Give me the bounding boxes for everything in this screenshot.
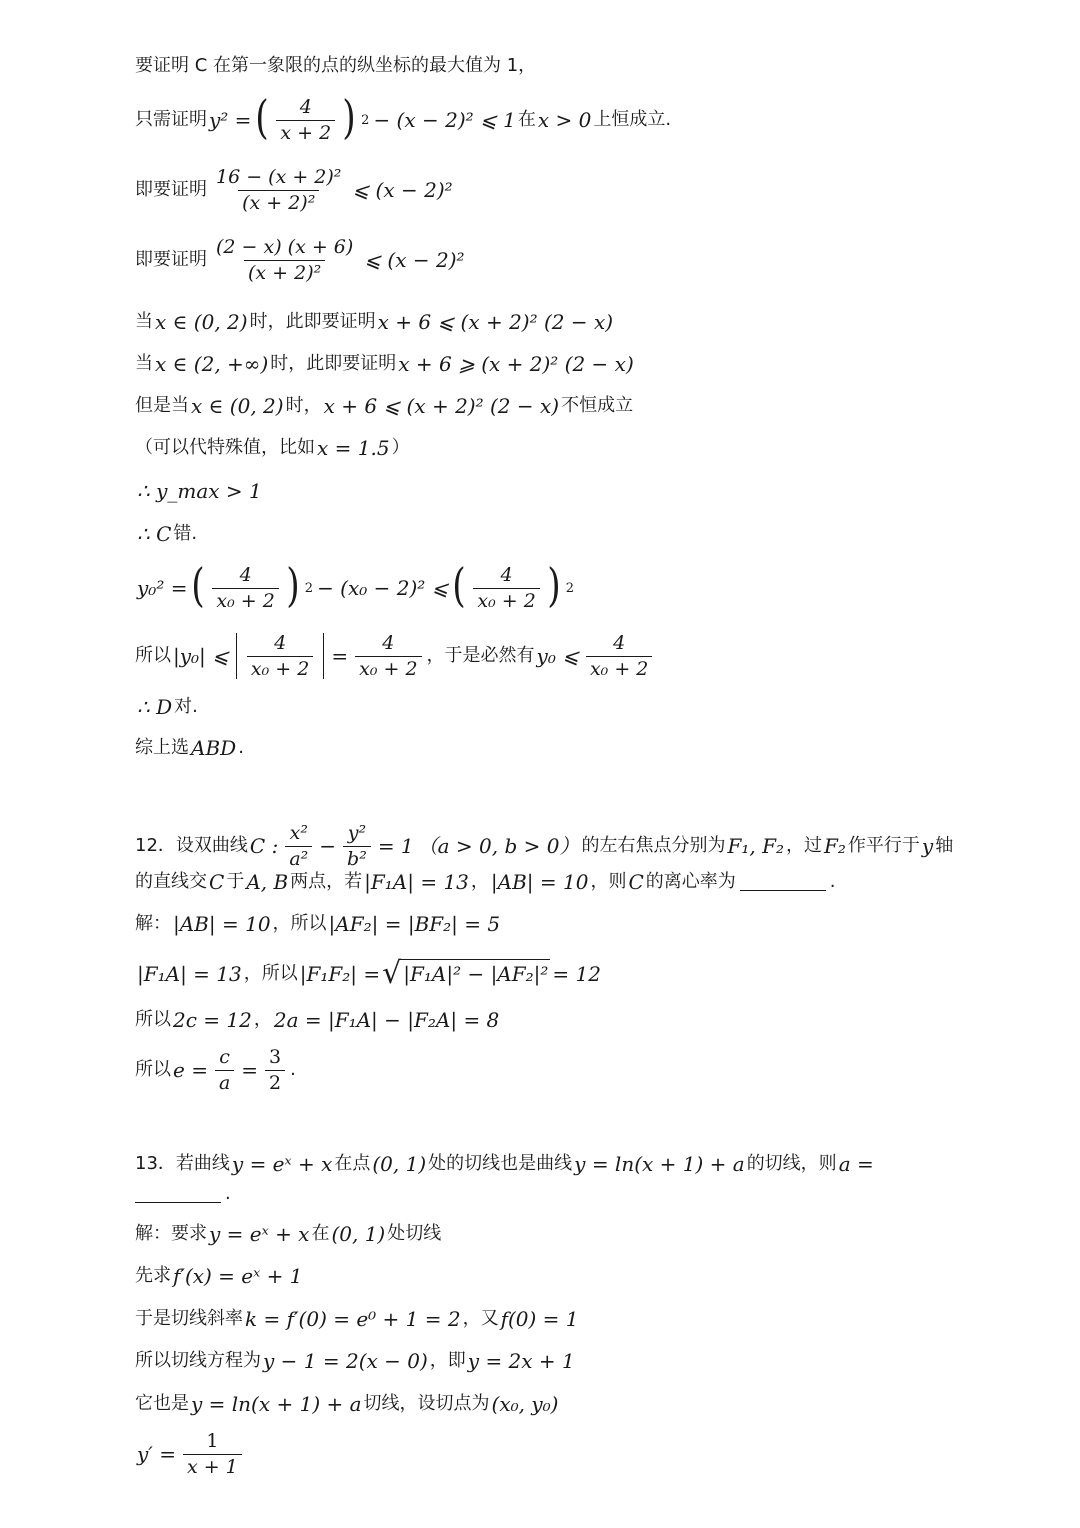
line-text: 在点 <box>334 1153 371 1174</box>
line-text: 所以 <box>135 1059 171 1080</box>
math-expr: C <box>628 870 644 894</box>
line-text: . <box>225 1183 231 1204</box>
line-text: 在 <box>517 109 536 130</box>
numerator: 16 − (x + 2)² <box>216 165 342 188</box>
numerator: 4 <box>613 631 626 654</box>
line-text: 的切线，则 <box>746 1153 837 1174</box>
math-expr: C <box>209 870 225 894</box>
line-text: 当 <box>135 311 153 332</box>
fraction <box>265 1045 285 1094</box>
line-3 <box>135 165 455 214</box>
math-expr: x ∈ (0, 2) <box>155 310 248 334</box>
line-text: ） <box>391 437 410 458</box>
fraction <box>586 631 652 680</box>
math-expr: ∴ C <box>137 522 172 546</box>
numerator: 1 <box>206 1429 219 1452</box>
numerator: y² <box>347 821 367 844</box>
exponent: 2 <box>565 580 575 596</box>
line-text: . <box>290 1059 296 1080</box>
numerator: 4 <box>299 95 312 118</box>
numerator: (2 − x) (x + 6) <box>216 235 354 258</box>
line-19 <box>135 998 501 1042</box>
math-expr: = <box>331 644 349 668</box>
math-expr: ⩽ (x − 2)² <box>352 178 453 202</box>
math-expr: y = 2x + 1 <box>467 1349 575 1373</box>
line-10 <box>135 512 197 556</box>
line-text: 于是切线斜率 <box>135 1308 243 1329</box>
line-22 <box>135 1172 231 1216</box>
math-expr: y = eˣ + x <box>231 1152 333 1176</box>
denominator: 2 <box>265 1070 285 1093</box>
line-text: 不恒成立 <box>561 395 634 416</box>
math-expr: (0, 1) <box>331 1222 386 1246</box>
line-text: 解： <box>135 913 171 934</box>
line-text: 先求 <box>135 1265 171 1286</box>
minus-sign: − <box>319 834 337 858</box>
denominator: a² <box>285 846 312 869</box>
exponent: 2 <box>304 580 314 596</box>
fraction <box>276 95 335 144</box>
line-8 <box>135 426 410 470</box>
line-text: 只需证明 <box>135 109 207 130</box>
math-expr: |AF₂| = |BF₂| = 5 <box>328 912 501 936</box>
right-paren: ) <box>342 90 356 144</box>
numerator: 4 <box>274 631 287 654</box>
line-1 <box>135 44 536 88</box>
math-expr: y = ln(x + 1) + a <box>574 1152 745 1176</box>
denominator: x + 1 <box>183 1454 242 1477</box>
denominator: x₀ + 2 <box>212 588 278 611</box>
line-4 <box>135 235 467 284</box>
line-21 <box>135 1142 876 1186</box>
denominator: b² <box>343 846 371 869</box>
math-expr: y₀ ⩽ <box>536 644 579 668</box>
line-27 <box>135 1382 560 1426</box>
denominator: x₀ + 2 <box>355 656 421 679</box>
line-text: 当 <box>135 353 153 374</box>
numerator: 4 <box>239 563 252 586</box>
fraction <box>183 1429 242 1478</box>
math-expr: F₂ <box>824 834 846 858</box>
math-expr: e = <box>173 1058 208 1082</box>
math-expr: x > 0 <box>537 108 592 132</box>
line-text: ， <box>470 871 489 892</box>
math-expr: a = <box>838 1152 874 1176</box>
line-text: . <box>238 737 244 758</box>
line-26 <box>135 1339 577 1383</box>
line-text: 轴 <box>935 835 954 856</box>
line-text: ，又 <box>462 1308 499 1329</box>
line-text: 切线，设切点为 <box>363 1393 490 1414</box>
line-text: 的直线交 <box>135 871 207 892</box>
denominator: x + 2 <box>276 120 335 143</box>
line-text: 解：要求 <box>135 1223 207 1244</box>
math-expr: − (x − 2)² ⩽ 1 <box>373 108 516 132</box>
denominator: x₀ + 2 <box>586 656 652 679</box>
line-text: 时，此即要证明 <box>249 311 376 332</box>
math-expr: （a > 0, b > 0） <box>417 834 580 858</box>
line-12 <box>135 631 657 680</box>
math-expr: ∴ D <box>137 695 173 719</box>
line-text: 时，此即要证明 <box>270 353 397 374</box>
line-text: 所以切线方程为 <box>135 1350 261 1371</box>
math-expr: |F₁A| = 13 <box>364 870 469 894</box>
line-23 <box>135 1212 441 1256</box>
right-paren: ) <box>286 558 300 612</box>
line-text: 对. <box>174 696 198 717</box>
math-expr: x ∈ (2, +∞) <box>155 352 269 376</box>
denominator: a <box>215 1070 234 1093</box>
line-text: 它也是 <box>135 1393 189 1414</box>
math-expr: y₀² = <box>137 576 188 600</box>
line-text: 12．设双曲线 <box>135 835 248 856</box>
math-expr: = 1 <box>377 834 414 858</box>
math-expr: ∴ y_max > 1 <box>137 479 262 503</box>
fraction <box>247 631 313 680</box>
line-13 <box>135 685 198 729</box>
radical-sign: √ <box>382 956 402 991</box>
math-expr: |F₁F₂| = <box>299 962 381 986</box>
line-text: ，即 <box>429 1350 466 1371</box>
math-expr: x + 6 ⩽ (x + 2)² (2 − x) <box>377 310 614 334</box>
line-text: 在 <box>311 1223 330 1244</box>
fraction <box>473 563 539 612</box>
line-text: 的左右焦点分别为 <box>581 835 726 856</box>
math-expr: x ∈ (0, 2) <box>191 394 284 418</box>
line-text: 要证明 C 在第一象限的点的纵坐标的最大值为 1， <box>135 55 537 76</box>
line-text: ，所以 <box>272 913 327 934</box>
exponent: 2 <box>361 112 370 128</box>
math-expr: |y₀| ⩽ <box>173 644 229 668</box>
line-text: 即要证明 <box>135 249 207 270</box>
line-text: 两点，若 <box>290 871 363 892</box>
math-expr: x = 1.5 <box>317 436 390 460</box>
line-7 <box>135 384 633 428</box>
line-text: 处切线 <box>387 1223 442 1244</box>
line-16 <box>135 860 836 904</box>
line-text: 时， <box>285 395 322 416</box>
line-18 <box>135 952 603 996</box>
line-text: 即要证明 <box>135 179 207 200</box>
line-text: 但是当 <box>135 395 189 416</box>
numerator: 4 <box>500 563 513 586</box>
left-paren: ( <box>452 558 467 612</box>
line-17 <box>135 902 502 946</box>
line-5 <box>135 300 615 344</box>
denominator: x₀ + 2 <box>473 588 539 611</box>
numerator: 4 <box>382 631 395 654</box>
math-expr: A, B <box>246 870 289 894</box>
math-expr: y² = <box>209 108 252 132</box>
numerator: 3 <box>269 1045 282 1068</box>
fraction <box>355 631 421 680</box>
radicand: |F₁A|² − |AF₂|² <box>401 959 550 989</box>
math-expr: (0, 1) <box>372 1152 427 1176</box>
math-expr: = 12 <box>552 962 601 986</box>
right-paren: ) <box>547 558 561 612</box>
math-expr: x + 6 ⩾ (x + 2)² (2 − x) <box>398 352 634 376</box>
fraction <box>212 563 278 612</box>
left-paren: ( <box>191 558 206 612</box>
math-expr: = <box>241 1058 259 1082</box>
line-text: . <box>829 871 836 892</box>
line-text: 所以 <box>135 645 171 666</box>
fraction <box>212 235 357 284</box>
line-2 <box>135 90 672 144</box>
line-20 <box>135 1045 296 1094</box>
denominator: (x + 2)² <box>244 260 325 283</box>
line-9 <box>135 469 264 513</box>
math-expr: |F₁A| = 13 <box>137 962 242 986</box>
numerator: c <box>219 1045 230 1068</box>
line-text: 综上选 <box>135 737 189 758</box>
math-expr: F₁, F₂ <box>727 834 785 858</box>
line-text: （可以代特殊值，比如 <box>135 437 315 458</box>
math-expr: ABD <box>191 736 237 760</box>
numerator: x² <box>289 821 308 844</box>
line-text: ，过 <box>786 835 823 856</box>
math-expr: |AB| = 10 <box>490 870 589 894</box>
math-expr: |AB| = 10 <box>173 912 271 936</box>
fraction <box>215 1045 234 1094</box>
math-expr: f(0) = 1 <box>500 1307 579 1331</box>
line-text: ，于是必然有 <box>426 645 535 666</box>
math-expr: C : <box>249 834 279 858</box>
line-text: 处的切线也是曲线 <box>428 1153 573 1174</box>
math-expr: − (x₀ − 2)² ⩽ <box>317 576 449 600</box>
math-expr: y = ln(x + 1) + a <box>191 1392 362 1416</box>
line-24 <box>135 1254 304 1298</box>
line-text: 作平行于 <box>847 835 920 856</box>
line-text: 于 <box>226 871 245 892</box>
line-11 <box>135 558 576 612</box>
answer-blank <box>740 874 826 891</box>
line-text: 错. <box>173 523 198 544</box>
line-text: 上恒成立. <box>593 109 672 130</box>
denominator: (x + 2)² <box>238 190 319 213</box>
math-expr: y − 1 = 2(x − 0) <box>263 1349 428 1373</box>
math-expr: x + 6 ⩽ (x + 2)² (2 − x) <box>323 394 560 418</box>
math-expr: f′(x) = eˣ + 1 <box>173 1264 303 1288</box>
left-paren: ( <box>255 90 270 144</box>
line-text: 所以 <box>135 1009 171 1030</box>
line-text: ，则 <box>590 871 627 892</box>
math-expr: k = f′(0) = e⁰ + 1 = 2 <box>245 1307 461 1331</box>
line-text: ， <box>253 1009 272 1030</box>
denominator: x₀ + 2 <box>247 656 313 679</box>
line-28 <box>135 1429 247 1478</box>
abs-bar <box>323 633 324 679</box>
line-text: ，所以 <box>243 963 298 984</box>
math-expr: (x₀, y₀) <box>491 1392 559 1416</box>
math-expr: y′ = <box>137 1442 176 1466</box>
line-14 <box>135 726 244 770</box>
math-expr: y = eˣ + x <box>209 1222 310 1246</box>
fraction <box>212 165 345 214</box>
square-root <box>382 956 550 991</box>
line-6 <box>135 342 636 386</box>
math-expr: ⩽ (x − 2)² <box>364 248 465 272</box>
math-expr: y <box>921 834 934 858</box>
line-25 <box>135 1297 581 1341</box>
abs-bar <box>236 633 237 679</box>
math-expr: 2a = |F₁A| − |F₂A| = 8 <box>273 1008 500 1032</box>
line-text: 的离心率为 <box>645 871 736 892</box>
math-expr: 2c = 12 <box>173 1008 252 1032</box>
line-text: 13．若曲线 <box>135 1153 230 1174</box>
answer-blank <box>135 1186 221 1203</box>
